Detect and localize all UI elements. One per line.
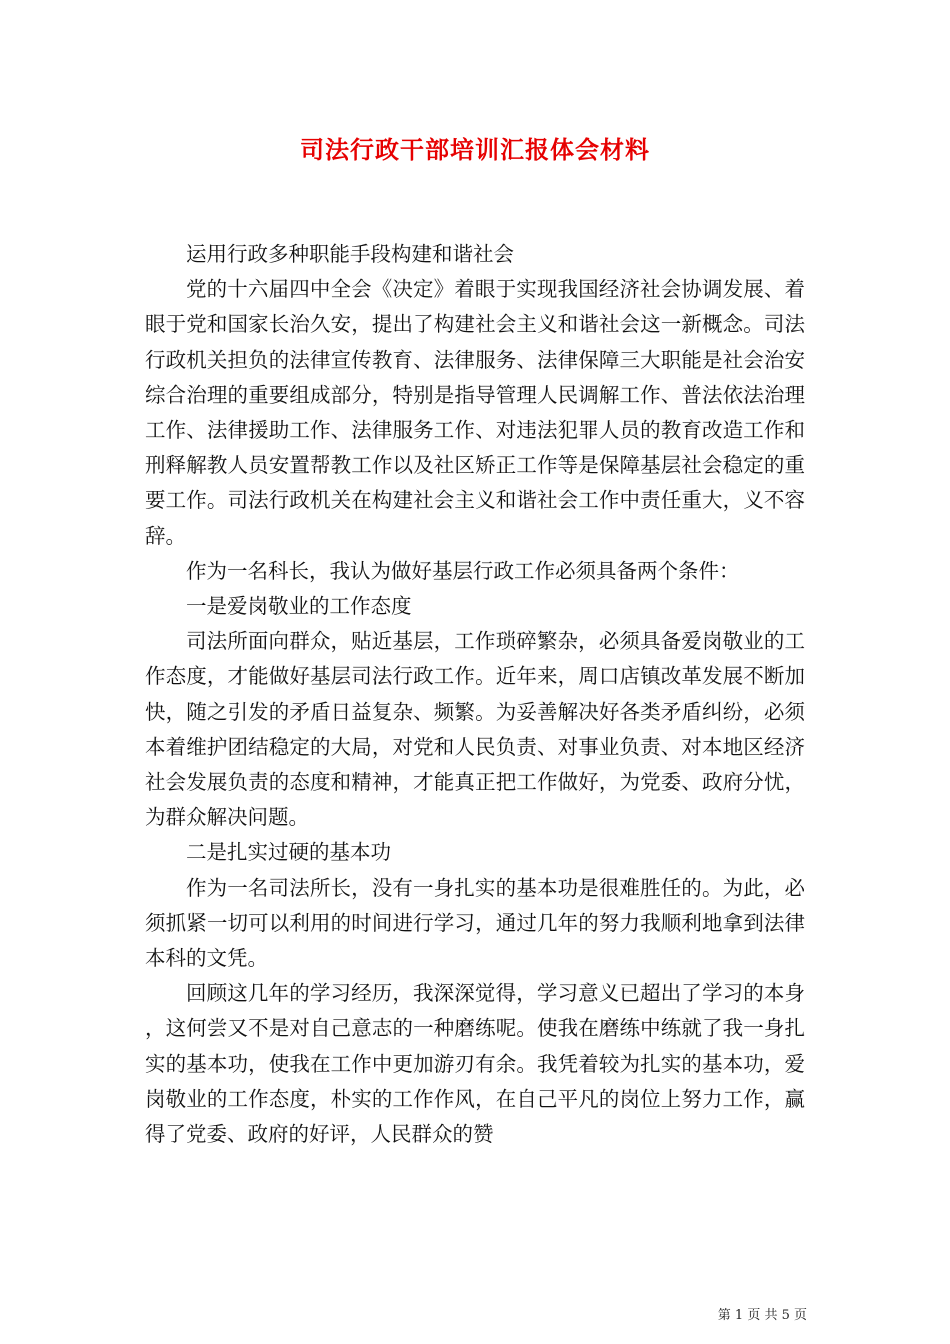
subsection-heading: 二是扎实过硬的基本功: [186, 840, 391, 865]
body-paragraph: 党的十六届四中全会《决定》着眼于实现我国经济社会协调发展、着眼于党和国家长治久安，提出了构建社会主义和谐社会这一新概念。司法行政机关担负的法律宣传教育、法律服务、法律保障三大职能是社会治安综合治理的重要组成部分，特别是指导管理人民调解工作、普法依法治理工作、法律援助工作、法律服务工作、对违法犯罪人员的教育改造工作和刑释解教人员安置帮教工作以及社区矫正工作等是保障基层社会稳定的重要工作。司法行政机关在构建社会主义和谐社会工作中责任重大，义不容辞。: [145, 277, 805, 548]
document-body: [145, 237, 805, 1152]
document-title: 司法行政干部培训汇报体会材料: [300, 135, 650, 164]
body-paragraph: 回顾这几年的学习经历，我深深觉得，学习意义已超出了学习的本身，这何尝又不是对自己意志的一种磨练呢。使我在磨练中练就了我一身扎实的基本功，使我在工作中更加游刃有余。我凭着较为扎实的基本功，爱岗敬业的工作态度，朴实的工作作风，在自己平凡的岗位上努力工作，赢得了党委、政府的好评，人民群众的赞: [145, 981, 805, 1147]
body-paragraph: 作为一名科长，我认为做好基层行政工作必须具备两个条件：: [186, 558, 740, 583]
subsection-heading: 一是爱岗敬业的工作态度: [186, 594, 412, 619]
section-heading: 运用行政多种职能手段构建和谐社会: [186, 242, 514, 266]
body-paragraph: 作为一名司法所长，没有一身扎实的基本功是很难胜任的。为此，必须抓紧一切可以利用的时间进行学习，通过几年的努力我顺利地拿到法律本科的文凭。: [145, 875, 805, 971]
page-number-footer: 第 1 页 共 5 页: [717, 1308, 807, 1323]
body-paragraph: 司法所面向群众，贴近基层，工作琐碎繁杂，必须具备爱岗敬业的工作态度，才能做好基层司法行政工作。近年来，周口店镇改革发展不断加快，随之引发的矛盾日益复杂、频繁。为妥善解决好各类矛盾纠纷，必须本着维护团结稳定的大局，对党和人民负责、对事业负责、对本地区经济社会发展负责的态度和精神，才能真正把工作做好，为党委、政府分忧，为群众解决问题。: [145, 629, 805, 830]
